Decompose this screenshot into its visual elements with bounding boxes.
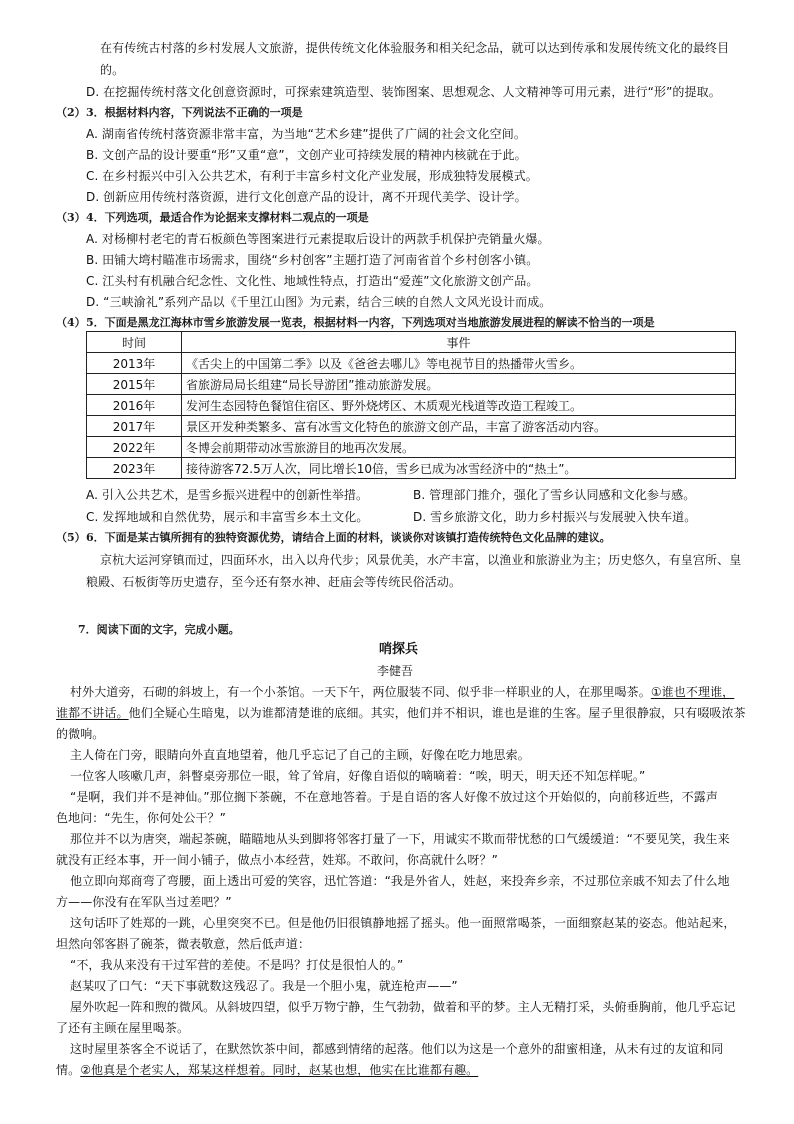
passage-author: 李健吾 xyxy=(377,664,414,678)
underlined-sentence-2: ②他真是个老实人，郑某这样想着。同时，赵某也想，他实在比谁都有趣。 xyxy=(80,1063,479,1077)
material-text-line: 京杭大运河穿镇而过，四面环水，出入以舟代步；风景优美，水产丰富，以渔业和旅游业为主；历史悠久，有皇宫所、皇 xyxy=(100,553,742,567)
option-a: A. 引入公共艺术，是雪乡振兴进程中的创新性举措。 xyxy=(86,488,369,502)
table-header-row xyxy=(87,332,736,353)
option-d: D. 在挖掘传统村落文化创意资源时，可探索建筑造型、装饰图案、思想观念、人文精神等可用元素，进行“形”的提取。 xyxy=(86,85,721,99)
passage-line: 那位并不以为唐突，端起茶碗，瞄瞄地从头到脚将邻客打量了一下，用诚实不欺而带忧愁的口气缓缓道：“不要见笑，我生来 xyxy=(70,832,730,846)
passage-line: 了还有主顾在屋里喝茶。 xyxy=(56,1021,190,1035)
table-cell-event: 省旅游局局长组建“局长导游团”推动旅游发展。 xyxy=(182,374,736,395)
passage-line: “是啊，我们并不是神仙。”那位搁下茶碗，不在意地答着。于是自语的客人好像不放过这个开始似的，向前移近些，不露声 xyxy=(70,790,718,804)
table-row xyxy=(87,437,736,458)
passage-line: 谁都不讲话。他们全疑心生暗鬼，以为谁都清楚谁的底细。其实，他们并不相识，谁也是谁的生客。屋子里很静寂，只有啜吸浓茶 xyxy=(56,706,746,720)
table-cell-year: 2015年 xyxy=(87,374,182,395)
table-cell-event: 《舌尖上的中国第二季》以及《爸爸去哪儿》等电视节目的热播带火雪乡。 xyxy=(182,353,736,374)
table-header-time: 时间 xyxy=(87,332,182,353)
passage-line: 一位客人咳嗽几声，斜瞥桌旁那位一眼，耸了耸肩，好像自语似的嘀嘀着：“唉，明天，明天还不知怎样呢。” xyxy=(70,769,646,783)
passage-line: 屋外吹起一阵和煦的微风。从斜坡四望，似乎万物宁静，生气勃勃，做着和平的梦。主人无精打采，头俯垂胸前，他几乎忘记 xyxy=(70,1000,736,1014)
question-number: （4） xyxy=(56,316,86,329)
passage-line: 村外大道旁，石砌的斜坡上，有一个小茶馆。一天下午，两位服装不同、似乎非一样职业的人，在那里喝茶。①谁也不理谁， xyxy=(70,685,735,699)
tourism-timeline-table xyxy=(86,331,736,479)
passage-line: 这时屋里茶客全不说话了，在默然饮茶中间，都感到情绪的起落。他们以为这是一个意外的甜蜜相逢，从未有过的友谊和同 xyxy=(70,1042,724,1056)
table-cell-year: 2017年 xyxy=(87,416,182,437)
option-d: D. “三峡渝礼”系列产品以《千里江山图》为元素，结合三峡的自然人文风光设计而成。 xyxy=(86,295,552,309)
table-row xyxy=(87,353,736,374)
passage-line: 的微响。 xyxy=(56,727,105,741)
passage-line: 情。②他真是个老实人，郑某这样想着。同时，赵某也想，他实在比谁都有趣。 xyxy=(56,1063,479,1077)
continued-text-line: 在有传统古村落的乡村发展人文旅游，提供传统文化体验服务和相关纪念品，就可以达到传承和发展传统文化的最终目 xyxy=(100,41,730,55)
question-stem: 7．阅读下面的文字，完成小题。 xyxy=(78,623,240,636)
option-b: B. 田铺大塆村瞄准市场需求，围绕“乡村创客”主题打造了河南省首个乡村创客小镇。 xyxy=(86,253,539,267)
material-text-line: 粮殿、石板街等历史遗存，至今还有祭水神、赶庙会等传统民俗活动。 xyxy=(86,575,462,589)
table-cell-event: 景区开发种类繁多、富有冰雪文化特色的旅游文创产品，丰富了游客活动内容。 xyxy=(182,416,736,437)
option-c: C. 在乡村振兴中引入公共艺术，有利于丰富乡村文化产业发展，形成独特发展模式。 xyxy=(86,169,538,183)
passage-title: 哨探兵 xyxy=(379,642,419,657)
passage-line: 方——你没有在军队当过差吧？” xyxy=(56,895,232,909)
table-cell-event: 接待游客72.5万人次，同比增长10倍，雪乡已成为冰雪经济中的“热土”。 xyxy=(182,458,736,479)
table-cell-year: 2023年 xyxy=(87,458,182,479)
passage-line: 他立即向郑商弯了弯腰，面上透出可爱的笑容，迅忙答道：“我是外省人，姓赵，来投奔乡亲，不过那位亲戚不知去了什么地 xyxy=(70,874,730,888)
passage-line: “不，我从来没有干过军营的差使。不是吗？打仗是很怕人的。” xyxy=(70,958,404,972)
passage-line: 色地问：“先生，你何处公干？” xyxy=(56,811,226,825)
question-number: （2） xyxy=(56,106,86,119)
table-cell-event: 发河生态园特色餐馆住宿区、野外烧烤区、木质观光栈道等改造工程竣工。 xyxy=(182,395,736,416)
table-cell-year: 2013年 xyxy=(87,353,182,374)
option-b: B. 文创产品的设计要重“形”又重“意”，文创产业可持续发展的精神内核就在于此。 xyxy=(86,148,527,162)
option-a: A. 湖南省传统村落资源非常丰富，为当地“艺术乡建”提供了广阔的社会文化空间。 xyxy=(86,127,526,141)
table-row xyxy=(87,395,736,416)
passage-line: 赵某叹了口气：“天下事就数这残忍了。我是一个胆小鬼，就连枪声——” xyxy=(70,979,458,993)
table-cell-year: 2022年 xyxy=(87,437,182,458)
passage-line: 坦然向邻客斟了碗茶，微表敬意，然后低声道： xyxy=(56,937,311,951)
underlined-sentence-1: ①谁也不理谁， xyxy=(650,685,735,699)
table-row xyxy=(87,458,736,479)
passage-line: 就没有正经本事，开一间小铺子，做点小本经营，姓郑。不敢问，你高就什么呀？” xyxy=(56,853,498,867)
passage-line: 这句话吓了姓郑的一跳，心里突突不已。但是他仍旧很镇静地摇了摇头。他一面照常喝茶，一面细察赵某的姿态。他站起来， xyxy=(70,916,736,930)
table-cell-event: 冬博会前期带动冰雪旅游目的地再次发展。 xyxy=(182,437,736,458)
question-number: （3） xyxy=(56,211,86,224)
passage-line: 主人倚在门旁，眼睛向外直直地望着，他几乎忘记了自己的主顾，好像在吃力地思索。 xyxy=(70,748,530,762)
question-stem: 5．下面是黑龙江海林市雪乡旅游发展一览表，根据材料一内容，下列选项对当地旅游发展进程的解读不恰当的一项是 xyxy=(86,316,655,329)
option-d: D. 雪乡旅游文化，助力乡村振兴与发展驶入快车道。 xyxy=(413,510,697,524)
question-stem: 6．下面是某古镇所拥有的独特资源优势，请结合上面的材料，谈谈你对该镇打造传统特色文化品牌的建议。 xyxy=(86,531,611,544)
table-row xyxy=(87,416,736,437)
option-c: C. 江头村有机融合纪念性、文化性、地域性特点，打造出“爱莲”文化旅游文创产品。 xyxy=(86,274,539,288)
question-number: （5） xyxy=(56,531,86,544)
question-stem: 3．根据材料内容，下列说法不正确的一项是 xyxy=(86,106,303,119)
underlined-sentence-1: 谁都不讲话。 xyxy=(56,706,129,720)
continued-text-line: 的。 xyxy=(100,63,125,77)
option-b: B. 管理部门推介，强化了雪乡认同感和文化参与感。 xyxy=(413,488,696,502)
table-row xyxy=(87,374,736,395)
option-c: C. 发挥地域和自然优势，展示和丰富雪乡本土文化。 xyxy=(86,510,369,524)
table-header-event: 事件 xyxy=(182,332,736,353)
option-a: A. 对杨柳村老宅的青石板颜色等图案进行元素提取后设计的两款手机保护壳销量火爆。 xyxy=(86,232,550,246)
question-stem: 4．下列选项，最适合作为论据来支撑材料二观点的一项是 xyxy=(86,211,369,224)
option-d: D. 创新应用传统村落资源，进行文化创意产品的设计，离不开现代美学、设计学。 xyxy=(86,190,527,204)
table-cell-year: 2016年 xyxy=(87,395,182,416)
